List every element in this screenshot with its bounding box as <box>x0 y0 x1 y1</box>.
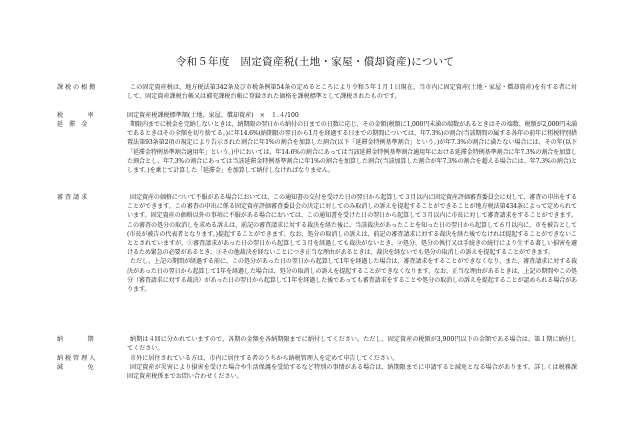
page-title: 令和５年度 固定資産税(土地・家屋・償却資産)について <box>175 56 455 68</box>
section-label: 減 免 <box>57 364 94 371</box>
section-payment-period <box>57 335 577 353</box>
section-body <box>127 111 577 120</box>
section-label: 審 査 請 求 <box>57 194 88 201</box>
section-tax-rate <box>57 111 577 120</box>
section-body <box>127 354 577 363</box>
section-label: 税 率 <box>57 112 94 119</box>
paragraph: 期限内までに税金を完納しないときは、納期限の翌日から納付の日までの日数に応じ、その金額(税額に1,000円未満の端数があるときはその端数、税額が2,000円未満であるときはその全額を切り捨てる。)に年14.6%(納期限の翌日から1月を経過する日までの期間については、年7.3%)の割合(当該期間の属する各年の前年に租税特別措置法第93条第2項の規定により告示された割合に年1%の割合を加算した割合(以下「延滞金特例基準割合」という。)が年7.3%の割合に満たない場合には、その年(以下「延滞金特例基準割合適用年」という。)中においては、年14.6%の割合にあっては当該延滞金特例基準割合適用年における延滞金特例基準割合に年7.3%の割合を加算した割合とし、年7.3%の割合にあっては当該延滞金特例基準割合に年1%の割合を加算した割合(当該加算した割合が年7.3%の割合を超える場合には、年7.3%の割合)とします。)を乗じて計算した「延滞金」を加算して納付しなければなりません。 <box>127 121 577 175</box>
section-label: 納 期 <box>57 336 94 343</box>
paragraph: 市外に居住されている方は、市内に居住する者のうちから納税管理人を定めて申告してください。 <box>130 355 399 362</box>
section-body <box>127 83 577 101</box>
paragraph: 固定資産税課税標準額(土地、家屋、償却資産) × １.４/100 <box>127 112 299 119</box>
section-label: 納 税 管 理 人 <box>57 355 96 362</box>
section-basis <box>57 83 577 101</box>
section-label: 延 滞 金 <box>57 121 88 128</box>
section-late-fee <box>57 120 577 175</box>
paragraph: この固定資産税は、地方税法第342条及び市税条例第54条の定めるところにより令和５年１月１日現在、当市内に固定資産(土地・家屋・償却資産)を有する者に対して、固定資産課税台帳又は補充課税台帳に登録された価格を課税標準として課税されたものです。 <box>127 84 577 101</box>
section-body <box>127 363 577 381</box>
paragraph: 固定資産が災害により損害を受けた場合や生活保護を受給するなど特別の事情がある場合は、納期限までに申請すると減免となる場合があります。詳しくは税務課固定資産税係までお問い合わせください。 <box>127 364 577 381</box>
section-label: 課 税 の 根 拠 <box>57 84 96 91</box>
section-body <box>127 335 577 353</box>
paragraph: 納期は４回に分かれていますので、各期の金額を各納期限までに納付してください。ただし、固定資産の税額が3,900円以下の金額である場合は、第１期に納付してください。 <box>127 336 577 353</box>
section-appeal <box>57 193 577 294</box>
section-body <box>127 193 577 294</box>
paragraph: 固定資産の価格について不服がある場合においては、この通知書の交付を受けた日の翌日から起算して３月以内に固定資産評価審査委員会に対して、審査の申出をすることができます。この審査の申出に係る固定資産評価審査委員会の決定に対してのみ取消しの訴えを提起することができることが地方税法第434条によって定められています。固定資産の価格以外の事項に不服がある場合においては、この通知書を受けた日の翌日から起算して３月以内に市長に対して審査請求をすることができます。この審査の処分の取消しを求める訴えは、前記の審査請求に対する裁決を経た後に、当該裁決があったことを知った日の翌日から起算して６月以内に、市を被告として(市長が被告の代表者となります。)提起することができます。なお、処分の取消しの訴えは、前記の審査請求に対する裁決を経た後でなければ提起することができないこととされていますが、①審査請求があった日の翌日から起算して３月を経過しても裁決がないとき、②処分、処分の執行又は手続きの続行により生ずる著しい損害を避けるため緊急の必要があるとき、③その他裁決を経ないことにつき正当な理由があるときは、裁決を経ないでも処分の取消しの訴えを提起することができます。 <box>127 194 577 257</box>
section-body <box>127 120 577 175</box>
paragraph: ただし、上記の期間が経過する前に、この処分があった日の翌日から起算して1年を経過した場合は、審査請求をすることができなくなり、また、審査請求に対する裁決があった日の翌日から起算して1年を経過した場合は、処分の取消しの訴えを提起することができなくなります。なお、正当な理由があるときは、上記の期間やこの処分（審査請求に対する裁決）があった日の翌日から起算して1年を経過した後であっても審査請求をすることや処分の取消しの訴えを提起することが認められる場合があります。 <box>127 258 577 294</box>
section-tax-agent <box>57 354 577 363</box>
section-reduction <box>57 363 577 381</box>
